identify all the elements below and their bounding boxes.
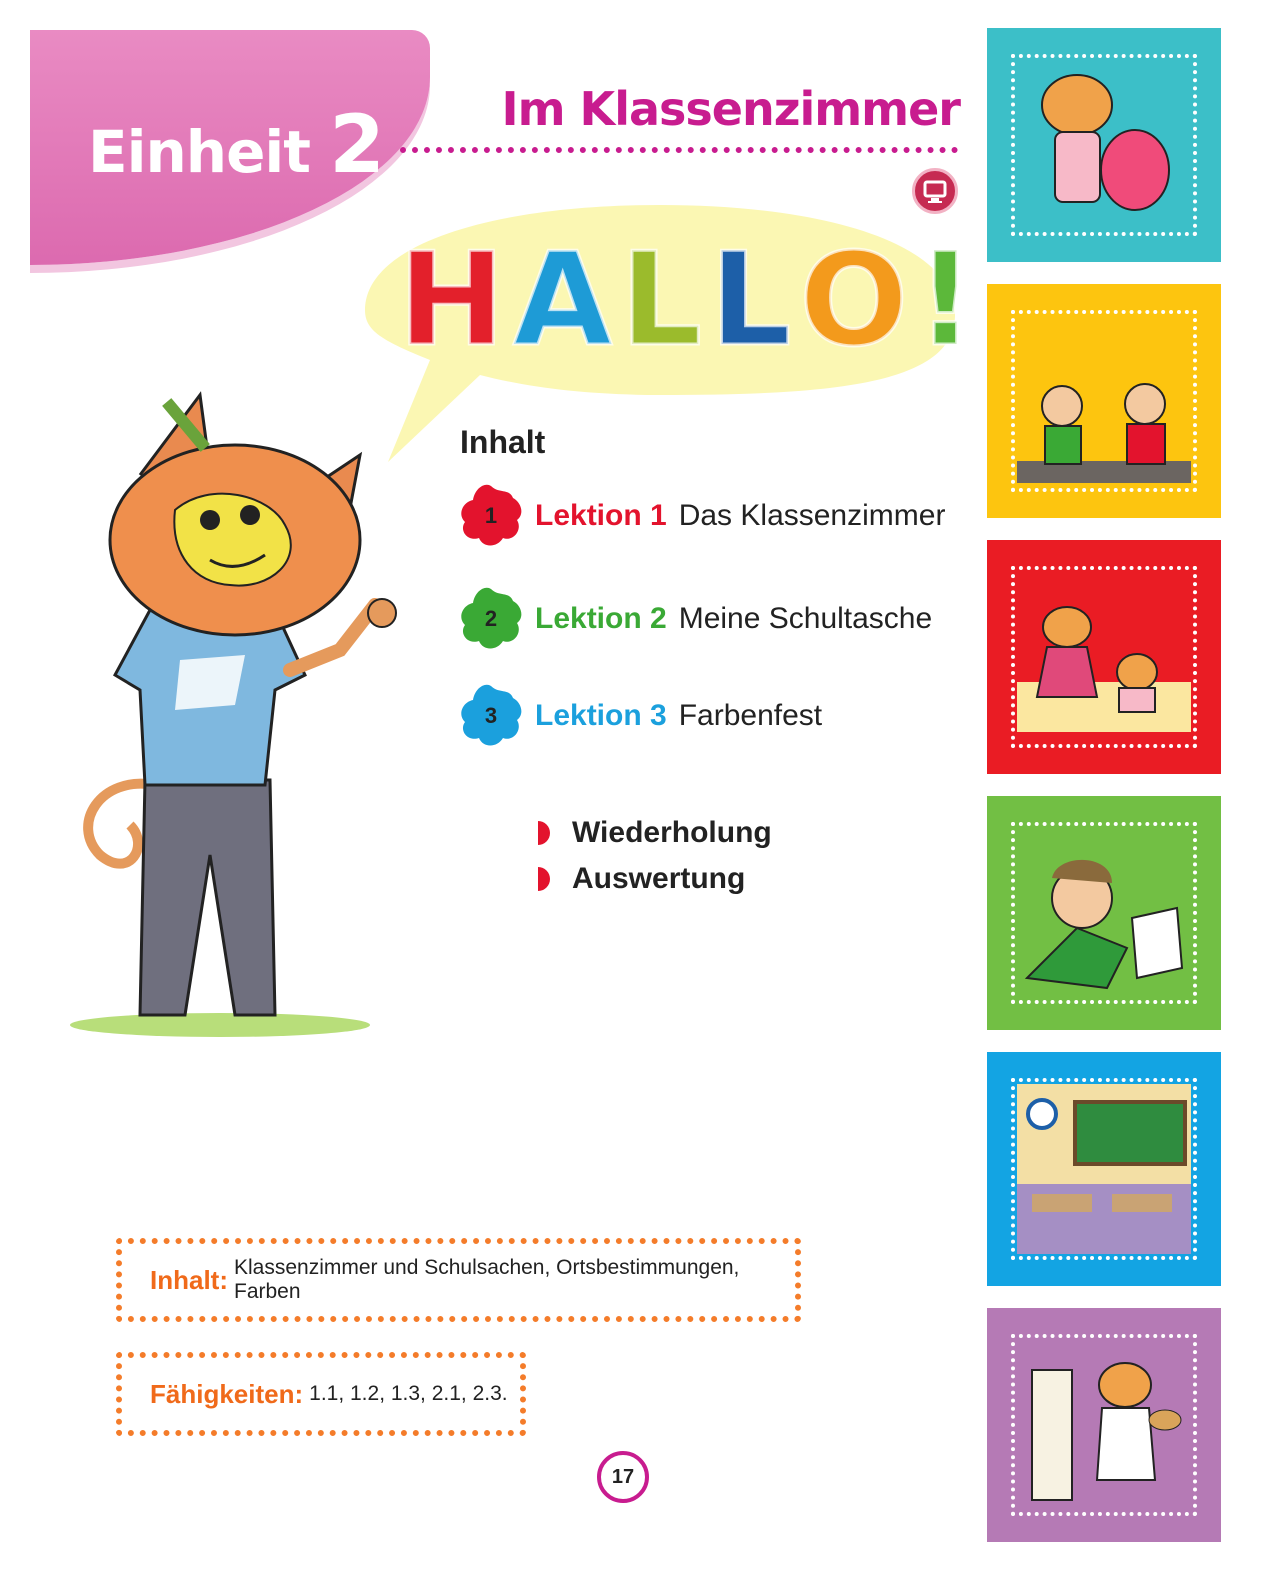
lesson-item-3[interactable] [455,681,822,751]
skills-value: 1.1, 1.2, 1.3, 2.1, 2.3. [309,1382,508,1405]
hallo-letter: L [709,226,792,375]
classroom-illustration [1017,1084,1191,1254]
unit-number: 2 [329,98,384,191]
hallo-letter: L [620,226,702,375]
lesson-label: Lektion 3 [535,699,667,732]
side-panel-3[interactable] [987,540,1221,774]
content-value: Klassenzimmer und Schulsachen, Ortsbestimmungen, Farben [234,1256,740,1303]
extra-item-review[interactable] [538,816,772,850]
red-bullet-icon [538,821,550,845]
hallo-letter: H [398,226,506,375]
unit-title: Im Klassenzimmer [501,82,960,136]
lesson-item-1[interactable] [455,481,945,551]
extra-item-evaluation[interactable] [538,862,745,896]
extra-label: Wiederholung [572,816,772,849]
extra-label: Auswertung [572,862,746,895]
content-key: Inhalt: [150,1264,228,1295]
unit-label [88,98,384,191]
green-splash-icon [455,583,527,655]
cat-mascot-illustration [60,385,410,1040]
children-writing-illustration [1017,316,1191,486]
title-dotted-line [400,147,958,153]
side-panel-1[interactable] [987,28,1221,262]
hallo-heading [398,226,975,375]
lesson-title: Farbenfest [678,699,823,732]
lesson-title: Meine Schultasche [678,602,933,635]
lesson-label: Lektion 1 [535,499,667,532]
lesson-title: Das Klassenzimmer [678,499,946,532]
content-info-box [116,1238,801,1322]
skills-info-box [116,1352,526,1436]
lesson-number: 1 [484,503,498,528]
lesson-number: 3 [484,703,498,728]
boy-cutting-paper-illustration [1017,828,1191,998]
skills-key: Fähigkeiten: [150,1378,304,1409]
cat-with-bag-illustration [1017,60,1191,230]
lesson-item-2[interactable] [455,584,932,654]
side-panel-5[interactable] [987,1052,1221,1286]
side-panel-6[interactable] [987,1308,1221,1542]
side-panel-4[interactable] [987,796,1221,1030]
red-bullet-icon [538,867,550,891]
side-panel-2[interactable] [987,284,1221,518]
lesson-label: Lektion 2 [535,602,667,635]
cat-painting-illustration [1017,1340,1191,1510]
page-number: 17 [597,1451,649,1503]
blue-splash-icon [455,680,527,752]
contents-heading: Inhalt [460,424,546,460]
hallo-letter: A [513,226,613,375]
hallo-letter: O [799,226,909,375]
red-splash-icon [455,480,527,552]
cats-playing-illustration [1017,572,1191,742]
lesson-number: 2 [484,606,498,631]
unit-word: Einheit [88,118,311,186]
hallo-letter: ! [916,226,975,375]
